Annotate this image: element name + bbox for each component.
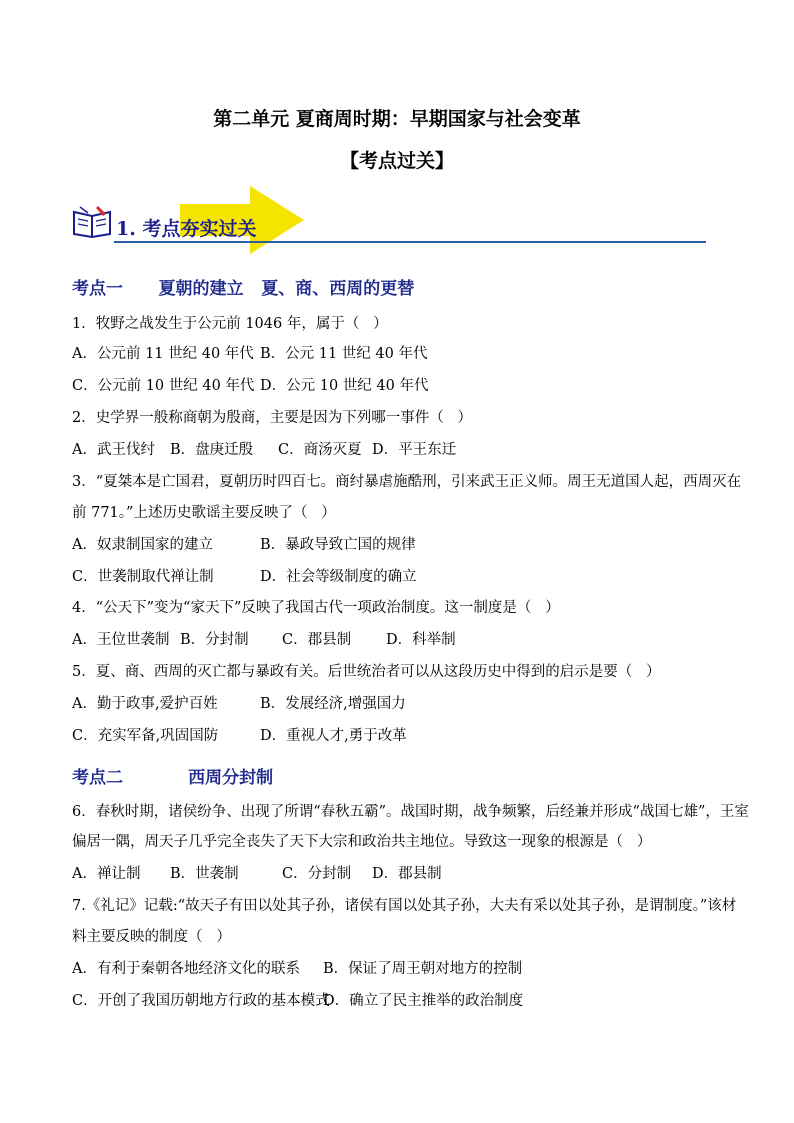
banner-divider [114, 241, 706, 243]
book-icon [72, 204, 112, 238]
option-c: C．世袭制取代禅让制 [72, 569, 214, 585]
option-c: C．商汤灭夏 [278, 442, 362, 458]
option-a: A．武王伐纣 [72, 442, 155, 458]
question-stem-continued: 偏居一隅，周天子几乎完全丧失了天下大宗和政治共主地位。导致这一现象的根源是（ ） [72, 834, 652, 850]
option-c: C．郡县制 [282, 632, 352, 648]
question-stem: 7.《礼记》记载:“故天子有田以处其子孙，诸侯有国以处其子孙，大夫有采以处其子孙，是谓制度。”该材 [72, 898, 737, 914]
question-stem: 3．“夏桀本是亡国君，夏朝历时四百七。商纣暴虐施酷刑，引来武王正义师。周王无道国人起，西周灭在 [72, 474, 742, 490]
option-b: B．发展经济,增强国力 [260, 696, 406, 712]
option-a: A．勤于政事,爱护百姓 [72, 696, 218, 712]
option-c: C．充实军备,巩固国防 [72, 728, 219, 744]
option-c: C．开创了我国历朝地方行政的基本模式 [72, 993, 330, 1009]
section-heading: 考点一 夏朝的建立 夏、商、西周的更替 [72, 279, 415, 299]
question-stem: 2．史学界一般称商朝为殷商，主要是因为下列哪一事件（ ） [72, 410, 473, 426]
option-d: D．社会等级制度的确立 [260, 569, 417, 585]
option-d: D．郡县制 [372, 866, 442, 882]
question-stem-continued: 前 771。”上述历史歌谣主要反映了（ ） [72, 505, 336, 521]
option-a: A．禅让制 [72, 866, 141, 882]
option-c: C．分封制 [282, 866, 352, 882]
question-stem: 5．夏、商、西周的灭亡都与暴政有关。后世统治者可以从这段历史中得到的启示是要（ ） [72, 664, 661, 680]
option-a: A．有利于秦朝各地经济文化的联系 [72, 961, 300, 977]
option-b: B．分封制 [180, 632, 249, 648]
option-b: B．盘庚迁殷 [170, 442, 254, 458]
question-stem: 6．春秋时期，诸侯纷争、出现了所谓“春秋五霸”。战国时期，战争频繁，后经兼并形成“战国七雄”，王室 [72, 804, 749, 820]
option-b: B．暴政导致亡国的规律 [260, 537, 416, 553]
option-d: D．平王东迁 [372, 442, 457, 458]
option-d: D．公元 10 世纪 40 年代 [260, 378, 429, 394]
option-d: D．重视人才,勇于改革 [260, 728, 407, 744]
section-banner [72, 186, 712, 256]
option-c: C．公元前 10 世纪 40 年代 [72, 378, 255, 394]
option-b: B．保证了周王朝对地方的控制 [323, 961, 523, 977]
option-b: B．世袭制 [170, 866, 239, 882]
option-a: A．公元前 11 世纪 40 年代 [72, 346, 254, 362]
option-b: B．公元 11 世纪 40 年代 [260, 346, 428, 362]
page-title: 第二单元 夏商周时期：早期国家与社会变革 [213, 108, 581, 130]
question-stem-continued: 料主要反映的制度（ ） [72, 929, 231, 945]
option-d: D．科举制 [386, 632, 456, 648]
option-d: D．确立了民主推举的政治制度 [323, 993, 524, 1009]
banner-label: 1. 考点夯实过关 [116, 218, 257, 240]
page-subtitle: 【考点过关】 [339, 150, 454, 172]
question-stem: 4．“公天下”变为“家天下”反映了我国古代一项政治制度。这一制度是（ ） [72, 600, 560, 616]
section-heading: 考点二 西周分封制 [72, 768, 274, 788]
question-stem: 1．牧野之战发生于公元前 1046 年，属于（ ） [72, 316, 388, 332]
option-a: A．王位世袭制 [72, 632, 170, 648]
option-a: A．奴隶制国家的建立 [72, 537, 213, 553]
